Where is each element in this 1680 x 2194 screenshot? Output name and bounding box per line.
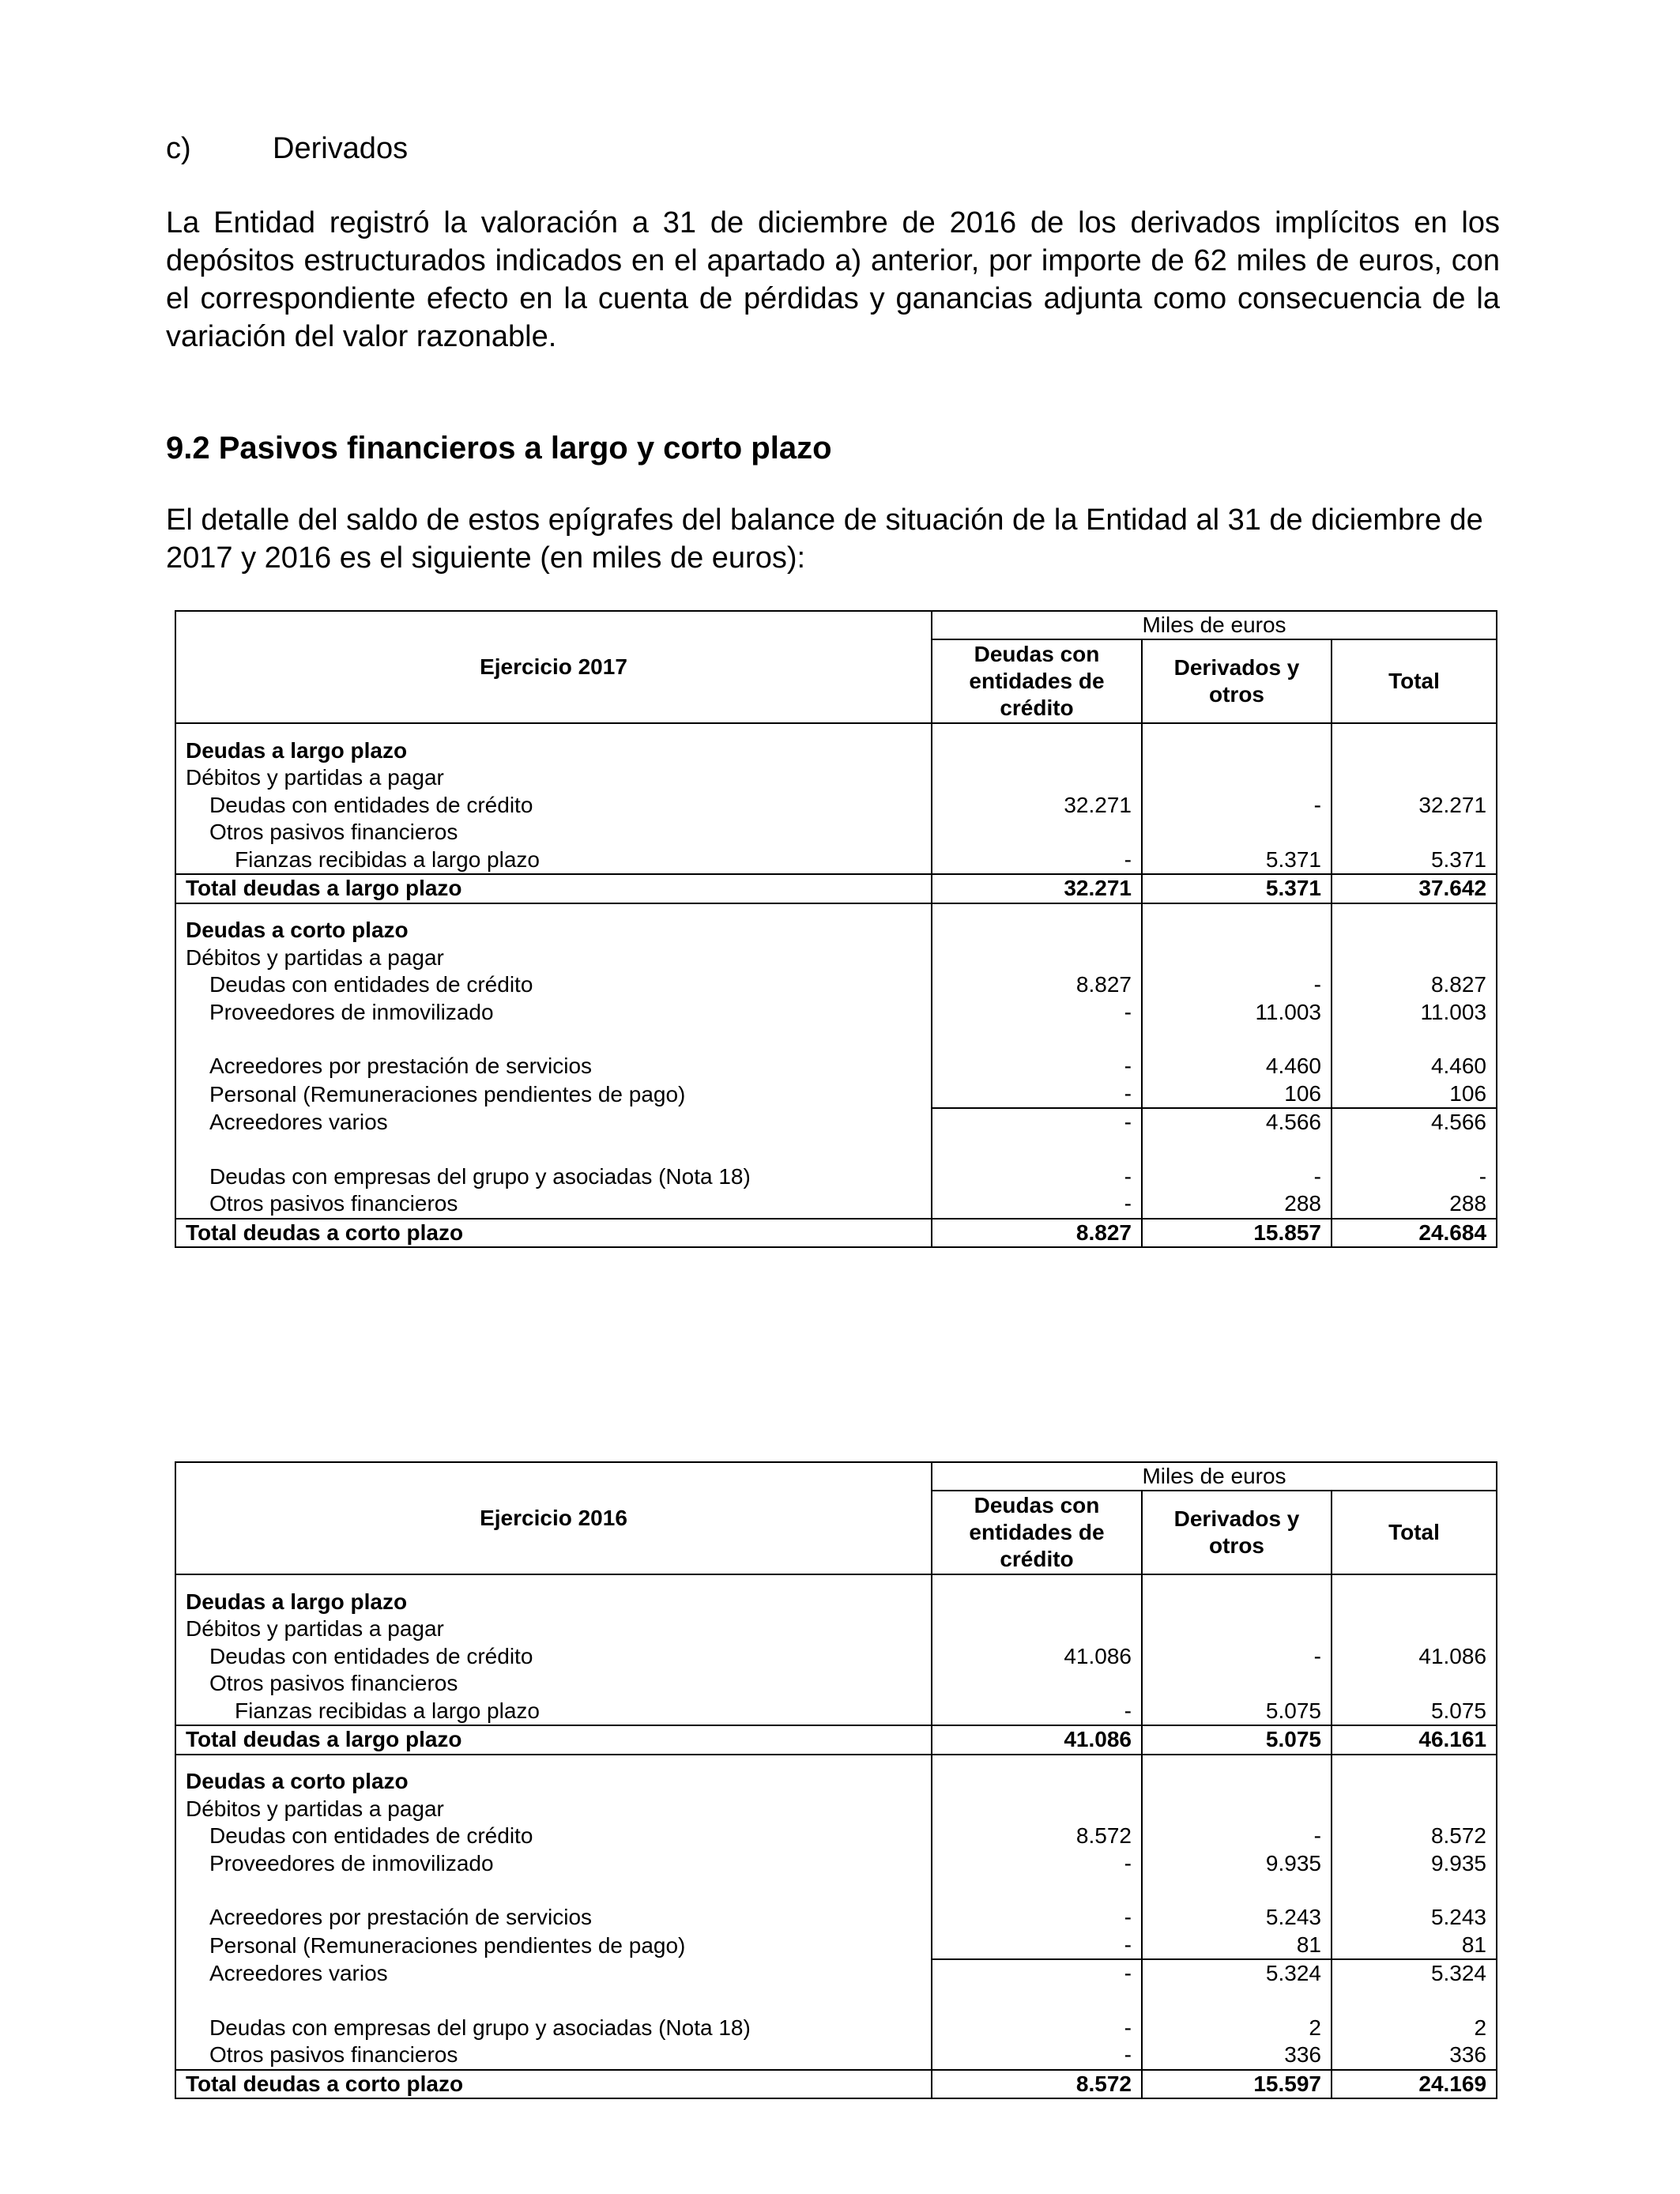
cell-derivados: 81: [1142, 1932, 1332, 1960]
cell-total: 336: [1332, 2041, 1497, 2070]
row-label: Acreedores varios: [175, 1108, 932, 1137]
table-row: [175, 1163, 1497, 1191]
cell-total: 8.572: [1332, 1823, 1497, 1850]
table-row: [175, 764, 1497, 792]
miles-header: Miles de euros: [932, 611, 1497, 639]
intro-paragraph: La Entidad registró la valoración a 31 de diciembre de 2016 de los derivados implícitos en los depósitos estructurados indicados en el apartado a) anterior, por importe de 62 miles de euros, con el correspondiente efecto en la cuenta de pérdidas y ganancias adjunta como consecuencia de la variación del valor razonable.: [166, 206, 1500, 353]
cell-deudas: -: [932, 1904, 1142, 1932]
total-deudas: 41.086: [932, 1725, 1142, 1755]
cell-derivados: 9.935: [1142, 1850, 1332, 1878]
table-row: [175, 792, 1497, 820]
cell-deudas: -: [932, 1698, 1142, 1726]
cell-derivados: 5.371: [1142, 846, 1332, 875]
table-row: [175, 1796, 1497, 1823]
row-label: Proveedores de inmovilizado: [175, 999, 932, 1027]
subgroup-label: Débitos y partidas a pagar: [175, 764, 932, 792]
cell-derivados: -: [1142, 1163, 1332, 1191]
row-label: Deudas con entidades de crédito: [175, 792, 932, 820]
table-year-label: Ejercicio 2016: [175, 1462, 932, 1574]
section-heading: [166, 130, 409, 167]
col-header-total: Total: [1332, 1491, 1497, 1574]
cell-total: 11.003: [1332, 999, 1497, 1027]
cell-derivados: 11.003: [1142, 999, 1332, 1027]
cell-derivados: 2: [1142, 2015, 1332, 2042]
subgroup-label: Débitos y partidas a pagar: [175, 1615, 932, 1643]
cell-deudas: -: [932, 2041, 1142, 2070]
cell-deudas: 41.086: [932, 1643, 1142, 1671]
row-label: Otros pasivos financieros: [175, 819, 932, 846]
cell-derivados: 288: [1142, 1190, 1332, 1219]
cell-total: 5.371: [1332, 846, 1497, 875]
cell-deudas: -: [932, 999, 1142, 1027]
table-row: [175, 1850, 1497, 1878]
cell-derivados: 5.075: [1142, 1698, 1332, 1726]
table-row: [175, 1108, 1497, 1137]
row-label: Deudas con empresas del grupo y asociadas (Nota 18): [175, 2015, 932, 2042]
cell-deudas: -: [932, 1163, 1142, 1191]
cell-derivados: 4.460: [1142, 1053, 1332, 1080]
table-year-label: Ejercicio 2017: [175, 611, 932, 723]
cell-total: 2: [1332, 2015, 1497, 2042]
spacer-row: [175, 1877, 1497, 1904]
cell-deudas: 32.271: [932, 792, 1142, 820]
table-row: [175, 846, 1497, 875]
total-total: 46.161: [1332, 1725, 1497, 1755]
cell-derivados: 106: [1142, 1080, 1332, 1109]
cell-total: 8.827: [1332, 971, 1497, 999]
total-row: [175, 1219, 1497, 1248]
total-total: 24.684: [1332, 1219, 1497, 1248]
cell-total: 41.086: [1332, 1643, 1497, 1671]
table-row: [175, 1670, 1497, 1698]
table-row: [175, 819, 1497, 846]
detail-paragraph: El detalle del saldo de estos epígrafes del balance de situación de la Entidad al 31 de diciembre de 2017 y 2016 es el siguiente (en miles de euros):: [166, 503, 1483, 575]
cell-deudas: -: [932, 1850, 1142, 1878]
cell-total: 288: [1332, 1190, 1497, 1219]
cell-total: 81: [1332, 1932, 1497, 1960]
col-header-derivados: Derivados y otros: [1142, 639, 1332, 723]
col-header-derivados: Derivados y otros: [1142, 1491, 1332, 1574]
cell-deudas: -: [932, 1053, 1142, 1080]
table-row: [175, 1698, 1497, 1726]
total-row: [175, 874, 1497, 903]
cell-total: 4.566: [1332, 1108, 1497, 1137]
col-header-deudas: Deudas con entidades de crédito: [932, 1491, 1142, 1574]
section-title: Derivados: [273, 132, 409, 165]
row-label: Personal (Remuneraciones pendientes de pago): [175, 1080, 932, 1109]
cell-total: 5.075: [1332, 1698, 1497, 1726]
cell-derivados: -: [1142, 1643, 1332, 1671]
table-row: [175, 1643, 1497, 1671]
liabilities-table-2016: [175, 1461, 1497, 2099]
section-number: c): [166, 132, 191, 165]
row-label: Acreedores varios: [175, 1959, 932, 1988]
table-row: [175, 723, 1497, 764]
table-row: [175, 903, 1497, 944]
table-row: [175, 2015, 1497, 2042]
subgroup-label: Débitos y partidas a pagar: [175, 944, 932, 972]
table-row: [175, 1080, 1497, 1109]
cell-derivados: 5.324: [1142, 1959, 1332, 1988]
cell-total: 5.324: [1332, 1959, 1497, 1988]
row-label: Acreedores por prestación de servicios: [175, 1053, 932, 1080]
table-row: [175, 1959, 1497, 1988]
cell-total: -: [1332, 1163, 1497, 1191]
total-derivados: 5.371: [1142, 874, 1332, 903]
table-row: [175, 1904, 1497, 1932]
spacer-row: [175, 1137, 1497, 1163]
cell-derivados: 4.566: [1142, 1108, 1332, 1137]
cell-deudas: -: [932, 1932, 1142, 1960]
table-row: [175, 1574, 1497, 1615]
col-header-deudas: Deudas con entidades de crédito: [932, 639, 1142, 723]
total-label: Total deudas a largo plazo: [175, 874, 932, 903]
miles-header: Miles de euros: [932, 1462, 1497, 1491]
table-row: [175, 971, 1497, 999]
col-header-total: Total: [1332, 639, 1497, 723]
total-total: 24.169: [1332, 2070, 1497, 2099]
group-title: Deudas a largo plazo: [175, 723, 932, 764]
spacer-row: [175, 1026, 1497, 1053]
cell-derivados: 5.243: [1142, 1904, 1332, 1932]
table-row: [175, 1053, 1497, 1080]
cell-total: 5.243: [1332, 1904, 1497, 1932]
total-derivados: 5.075: [1142, 1725, 1332, 1755]
cell-deudas: -: [932, 846, 1142, 875]
row-label: Proveedores de inmovilizado: [175, 1850, 932, 1878]
cell-derivados: 336: [1142, 2041, 1332, 2070]
spacer-row: [175, 1988, 1497, 2015]
cell-deudas: -: [932, 1080, 1142, 1109]
subsection-heading: 9.2 Pasivos financieros a largo y corto plazo: [166, 431, 832, 466]
table-row: [175, 944, 1497, 972]
group-title: Deudas a corto plazo: [175, 1755, 932, 1796]
row-label: Fianzas recibidas a largo plazo: [175, 846, 932, 875]
total-row: [175, 2070, 1497, 2099]
cell-deudas: 8.827: [932, 971, 1142, 999]
cell-deudas: -: [932, 1190, 1142, 1219]
total-label: Total deudas a corto plazo: [175, 1219, 932, 1248]
cell-deudas: -: [932, 1108, 1142, 1137]
row-label: Acreedores por prestación de servicios: [175, 1904, 932, 1932]
group-title: Deudas a corto plazo: [175, 903, 932, 944]
row-label: Personal (Remuneraciones pendientes de pago): [175, 1932, 932, 1960]
total-row: [175, 1725, 1497, 1755]
row-label: Otros pasivos financieros: [175, 1190, 932, 1219]
table-row: [175, 1615, 1497, 1643]
liabilities-table-2017: [175, 610, 1497, 1248]
table-row: [175, 1932, 1497, 1960]
row-label: Fianzas recibidas a largo plazo: [175, 1698, 932, 1726]
table-row: [175, 1190, 1497, 1219]
cell-total: 4.460: [1332, 1053, 1497, 1080]
row-label: Deudas con empresas del grupo y asociadas (Nota 18): [175, 1163, 932, 1191]
cell-total: 32.271: [1332, 792, 1497, 820]
row-label: Otros pasivos financieros: [175, 2041, 932, 2070]
total-total: 37.642: [1332, 874, 1497, 903]
table-row: [175, 2041, 1497, 2070]
cell-deudas: 8.572: [932, 1823, 1142, 1850]
subgroup-label: Débitos y partidas a pagar: [175, 1796, 932, 1823]
row-label: Deudas con entidades de crédito: [175, 1823, 932, 1850]
total-label: Total deudas a corto plazo: [175, 2070, 932, 2099]
row-label: Deudas con entidades de crédito: [175, 1643, 932, 1671]
row-label: Deudas con entidades de crédito: [175, 971, 932, 999]
cell-total: 9.935: [1332, 1850, 1497, 1878]
cell-derivados: -: [1142, 971, 1332, 999]
total-deudas: 8.572: [932, 2070, 1142, 2099]
row-label: Otros pasivos financieros: [175, 1670, 932, 1698]
total-label: Total deudas a largo plazo: [175, 1725, 932, 1755]
table-row: [175, 1823, 1497, 1850]
cell-total: 106: [1332, 1080, 1497, 1109]
table-row: [175, 1755, 1497, 1796]
cell-deudas: -: [932, 1959, 1142, 1988]
total-derivados: 15.857: [1142, 1219, 1332, 1248]
group-title: Deudas a largo plazo: [175, 1574, 932, 1615]
total-deudas: 8.827: [932, 1219, 1142, 1248]
cell-derivados: -: [1142, 1823, 1332, 1850]
table-row: [175, 999, 1497, 1027]
total-deudas: 32.271: [932, 874, 1142, 903]
cell-deudas: -: [932, 2015, 1142, 2042]
cell-derivados: -: [1142, 792, 1332, 820]
total-derivados: 15.597: [1142, 2070, 1332, 2099]
